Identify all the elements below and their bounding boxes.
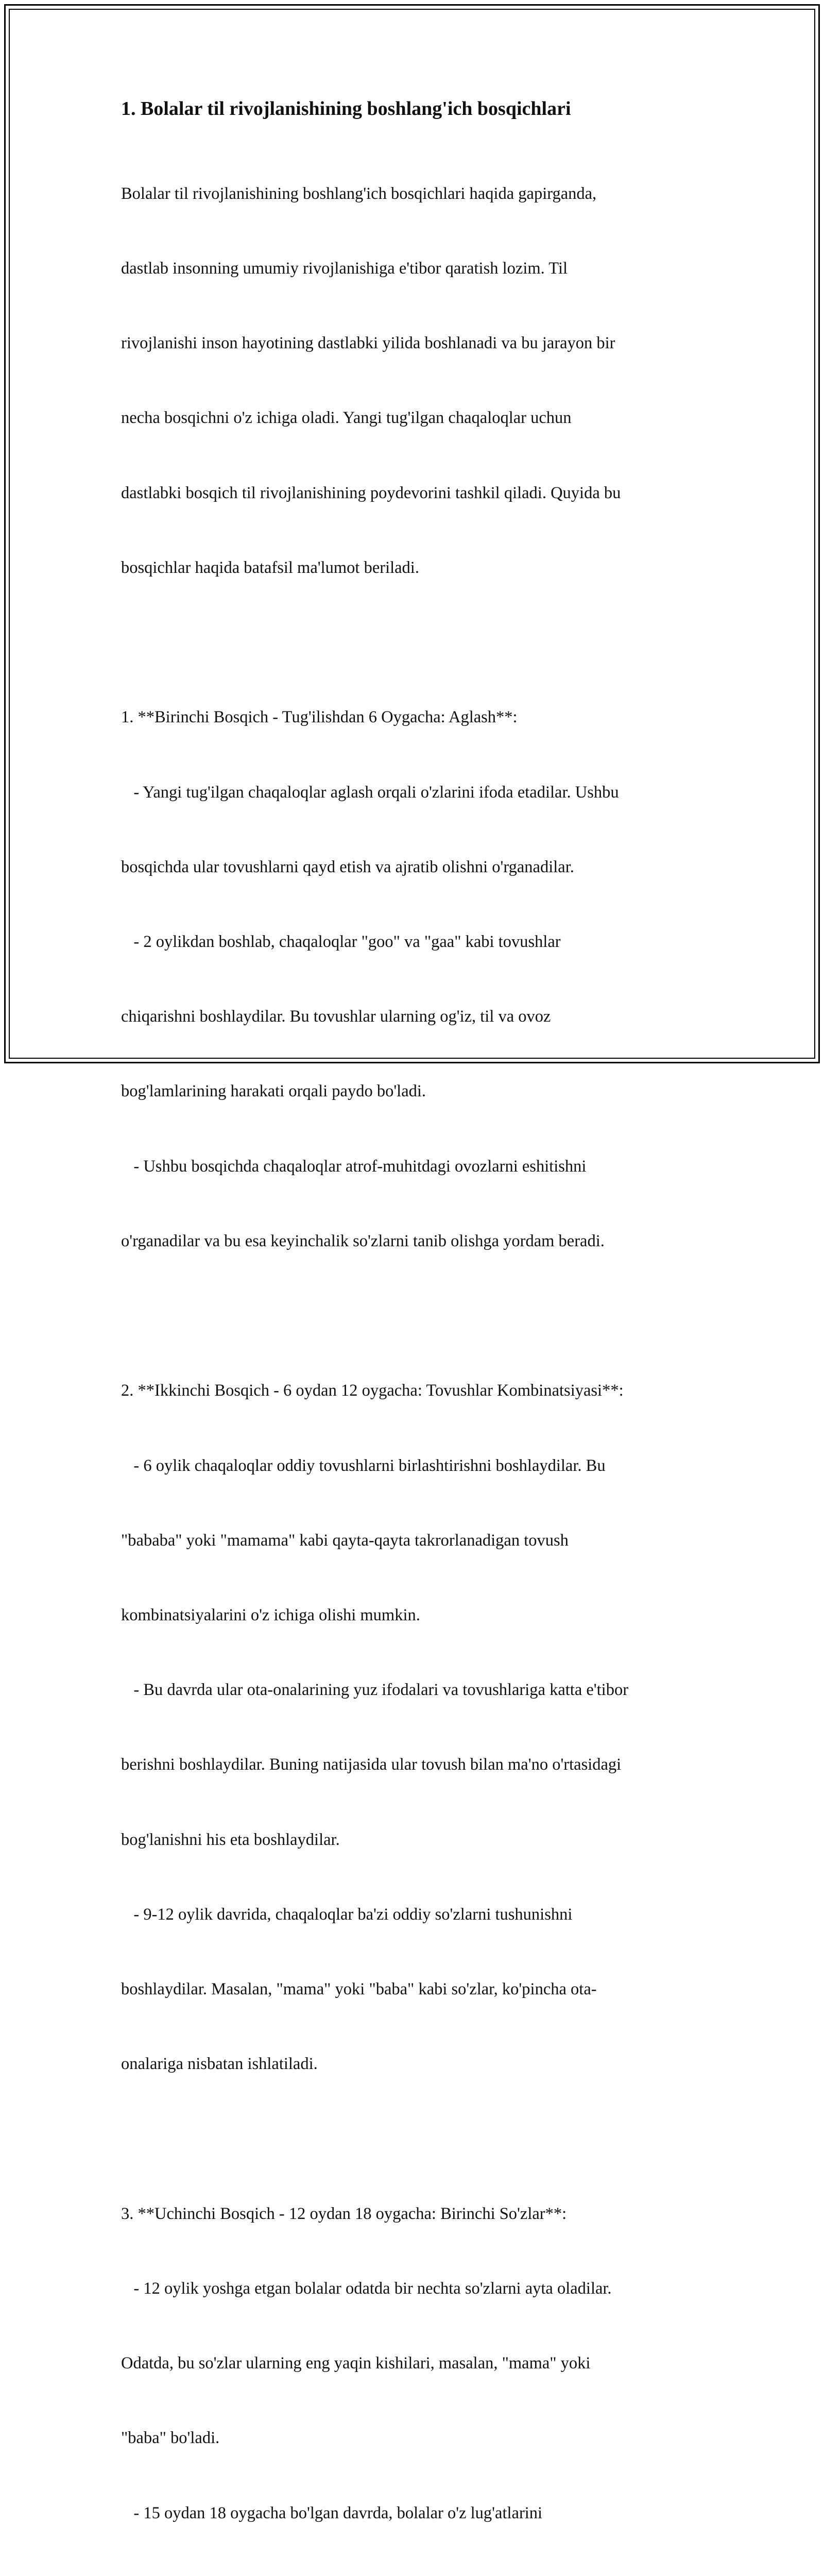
text-line: Bolalar til rivojlanishining boshlang'ich bosqichlari haqida gapirganda, bbox=[121, 184, 597, 203]
text-line: rivojlanishi inson hayotining dastlabki yilida boshlanadi va bu jarayon bir bbox=[121, 334, 615, 353]
stage-1-title: 1. **Birinchi Bosqich - Tug'ilishdan 6 Oygacha: Aglash**: bbox=[121, 708, 518, 727]
text-line: - 2 oylikdan boshlab, chaqaloqlar "goo" va "gaa" kabi tovushlar bbox=[121, 932, 561, 951]
text-line: Odatda, bu so'zlar ularning eng yaqin kishilari, masalan, "mama" yoki bbox=[121, 2354, 591, 2373]
stage-3-section bbox=[121, 2151, 703, 2576]
section-heading: 1. Bolalar til rivojlanishining boshlang'ich bosqichlari bbox=[121, 98, 571, 120]
text-line: - 12 oylik yoshga etgan bolalar odatda bir nechta so'zlarni ayta oladilar. bbox=[121, 2279, 612, 2298]
paragraph-spacer bbox=[121, 1303, 703, 1328]
stage-2-section bbox=[121, 1328, 703, 2126]
text-line: bog'lamlarining harakati orqali paydo bo'ladi. bbox=[121, 1082, 426, 1101]
stage-1-section bbox=[121, 655, 703, 1304]
text-line: kombinatsiyalarini o'z ichiga olishi mumkin. bbox=[121, 1605, 420, 1624]
text-line: - Bu davrda ular ota-onalarining yuz ifodalari va tovushlariga katta e'tibor bbox=[121, 1681, 629, 1700]
intro-paragraph bbox=[121, 131, 703, 630]
text-line: "baba" bo'ladi. bbox=[121, 2429, 220, 2448]
text-line: o'rganadilar va bu esa keyinchalik so'zlarni tanib olishga yordam beradi. bbox=[121, 1231, 605, 1250]
text-line: - 6 oylik chaqaloqlar oddiy tovushlarni birlashtirishni boshlaydilar. Bu bbox=[121, 1456, 606, 1475]
text-line: "bababa" yoki "mamama" kabi qayta-qayta takrorlanadigan tovush bbox=[121, 1531, 569, 1550]
text-line: necha bosqichni o'z ichiga oladi. Yangi tug'ilgan chaqaloqlar uchun bbox=[121, 409, 572, 428]
text-line: - 9-12 oylik davrida, chaqaloqlar ba'zi oddiy so'zlarni tushunishni bbox=[121, 1905, 573, 1924]
text-line: dastlab insonning umumiy rivojlanishiga e'tibor qaratish lozim. Til bbox=[121, 259, 568, 278]
text-line: bog'lanishni his eta boshlaydilar. bbox=[121, 1830, 340, 1849]
text-line: - Ushbu bosqichda chaqaloqlar atrof-muhitdagi ovozlarni eshitishni bbox=[121, 1157, 587, 1176]
text-line: - Yangi tug'ilgan chaqaloqlar aglash orqali o'zlarini ifoda etadilar. Ushbu bbox=[121, 783, 619, 802]
paragraph-spacer bbox=[121, 2126, 703, 2151]
document-body bbox=[121, 95, 703, 2576]
text-line: dastlabki bosqich til rivojlanishining poydevorini tashkil qiladi. Quyida bu bbox=[121, 483, 621, 502]
text-line: bosqichda ular tovushlarni qayd etish va ajratib olishni o'rganadilar. bbox=[121, 857, 574, 876]
text-line: berishni boshlaydilar. Buning natijasida ular tovush bilan ma'no o'rtasidagi bbox=[121, 1755, 622, 1774]
text-line: onalariga nisbatan ishlatiladi. bbox=[121, 2055, 318, 2074]
text-line: boshlaydilar. Masalan, "mama" yoki "baba" kabi so'zlar, ko'pincha ota- bbox=[121, 1980, 597, 1999]
text-line: bosqichlar haqida batafsil ma'lumot beriladi. bbox=[121, 558, 419, 577]
stage-3-title: 3. **Uchinchi Bosqich - 12 oydan 18 oygacha: Birinchi So'zlar**: bbox=[121, 2204, 567, 2223]
stage-2-title: 2. **Ikkinchi Bosqich - 6 oydan 12 oygacha: Tovushlar Kombinatsiyasi**: bbox=[121, 1381, 624, 1400]
text-line: - 15 oydan 18 oygacha bo'lgan davrda, bolalar o'z lug'atlarini bbox=[121, 2503, 543, 2522]
text-line: chiqarishni boshlaydilar. Bu tovushlar ularning og'iz, til va ovoz bbox=[121, 1007, 551, 1026]
paragraph-spacer bbox=[121, 630, 703, 655]
